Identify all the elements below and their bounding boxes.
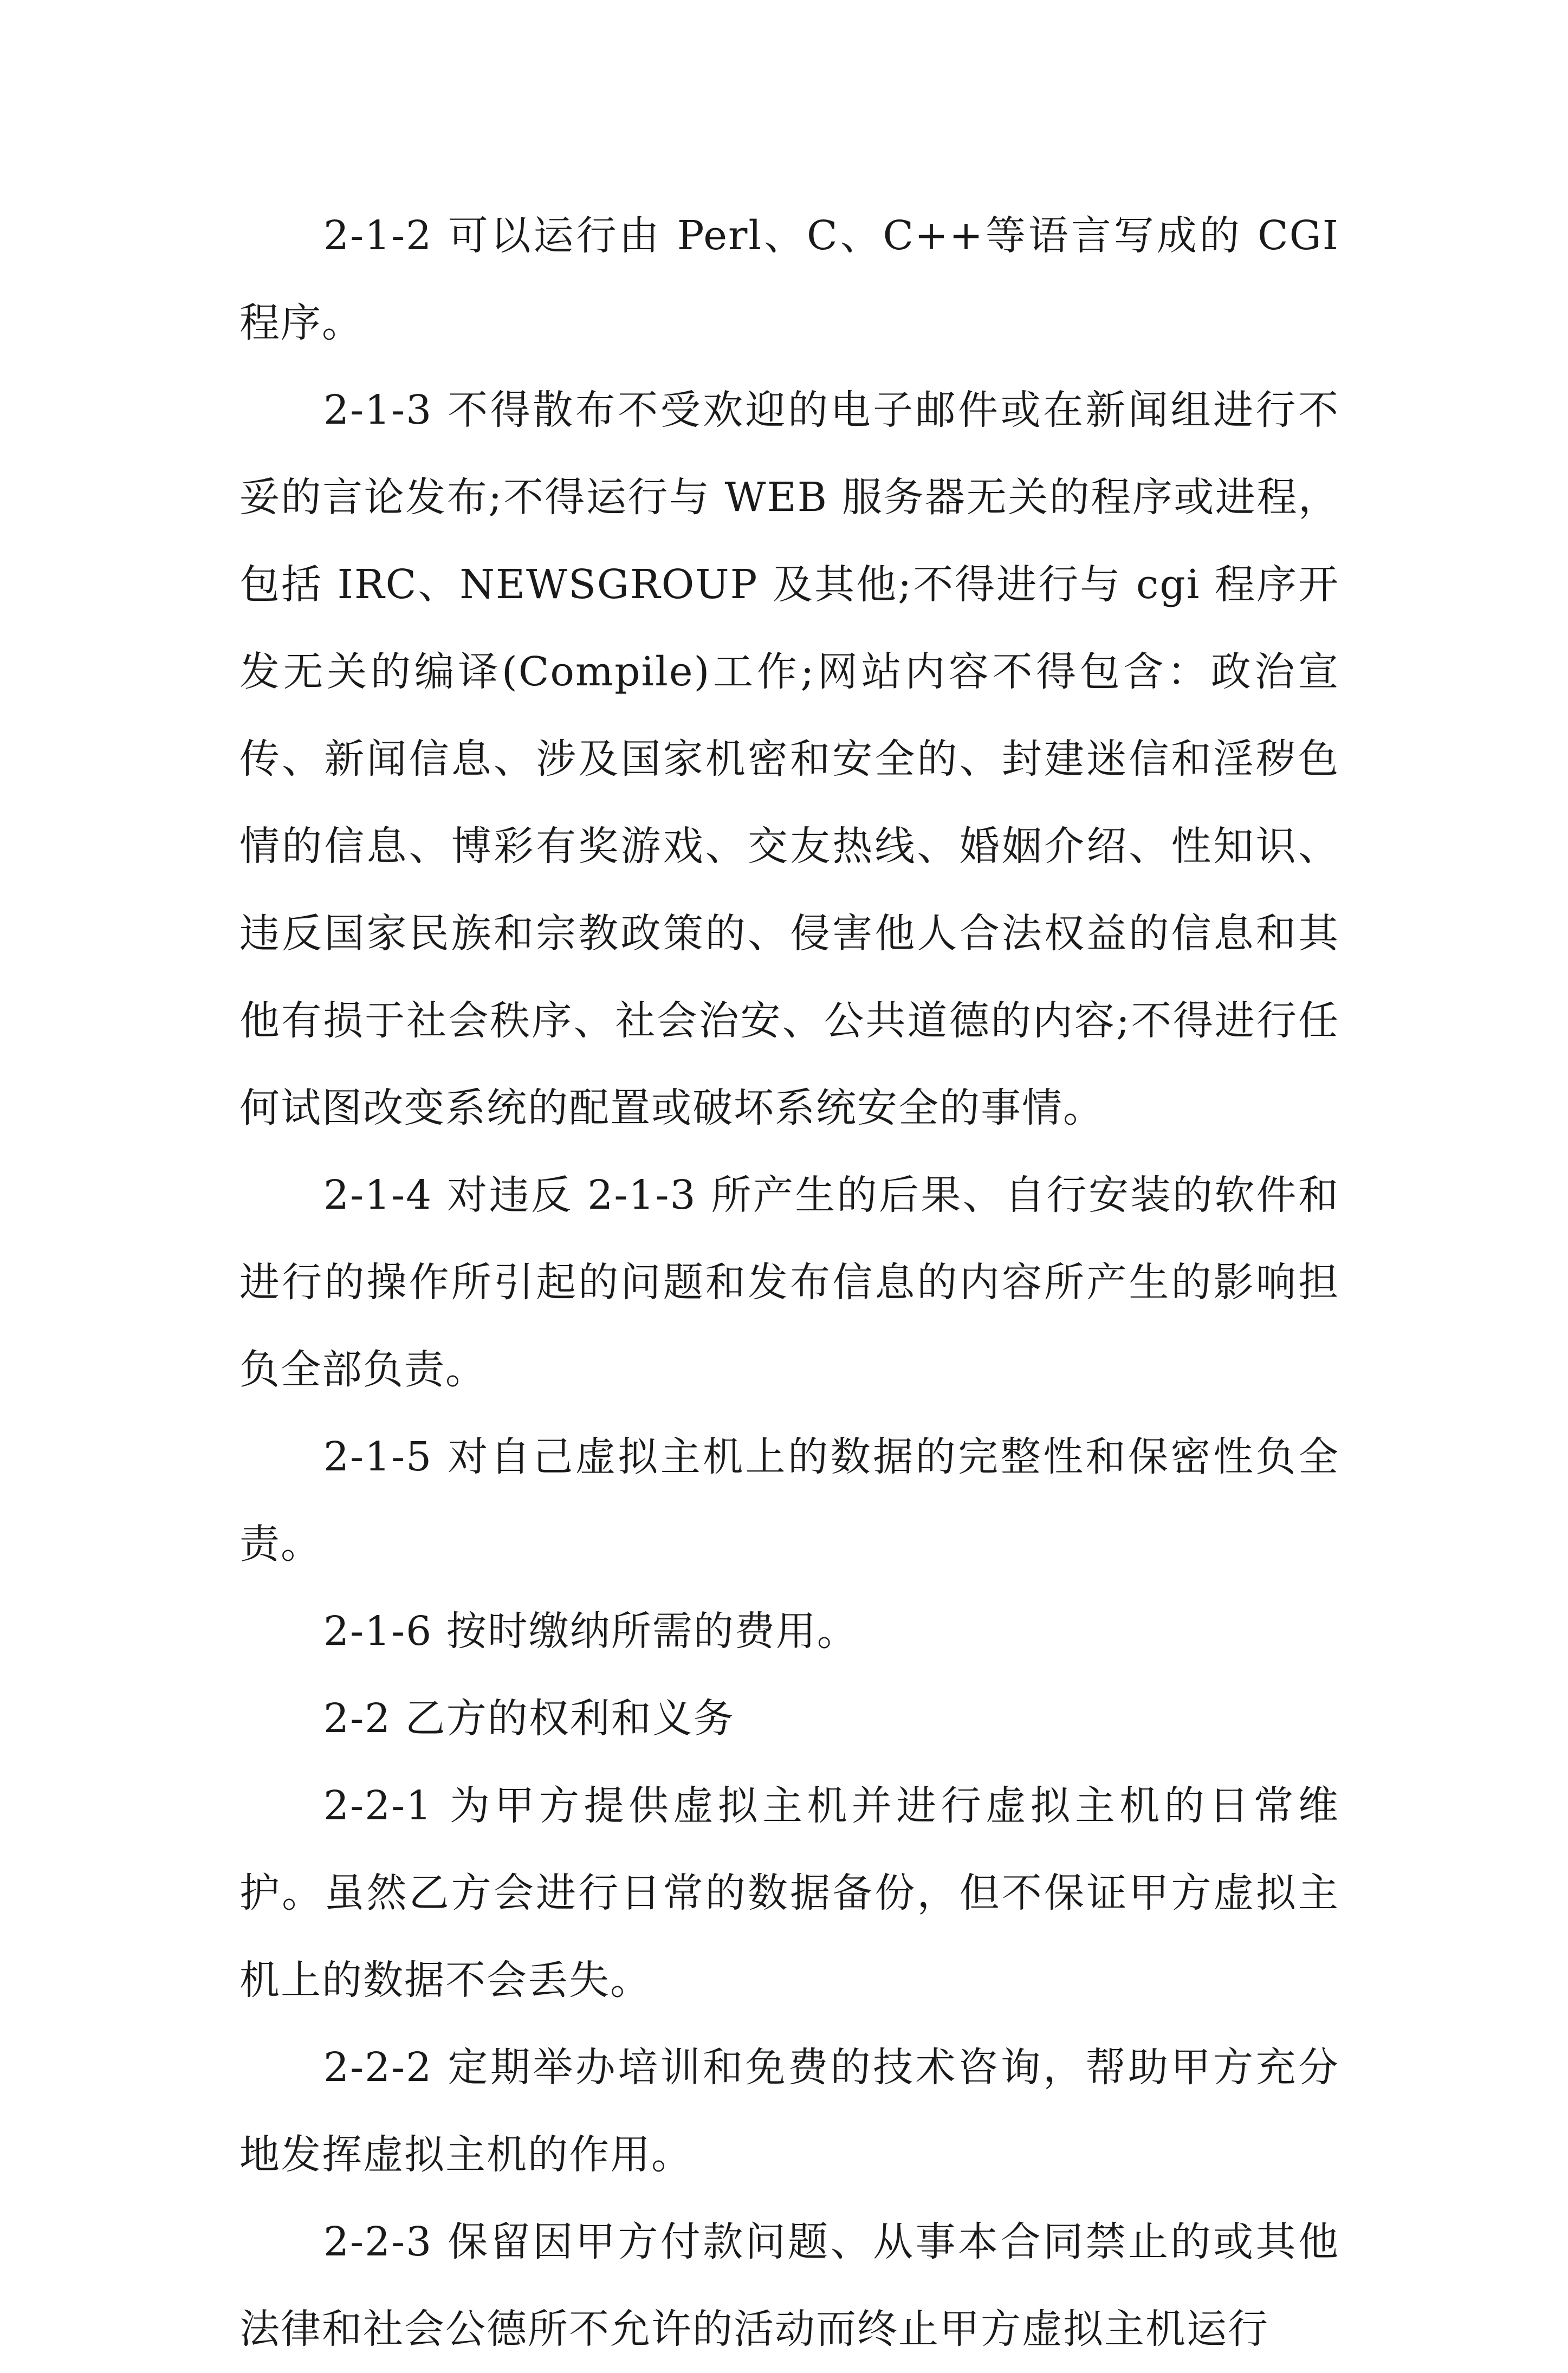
section-heading-2-2: 2-2 乙方的权利和义务 <box>323 1695 735 1742</box>
paragraph-2-2-1: 2-2-1 为甲方提供虚拟主机并进行虚拟主机的日常维护。虽然乙方会进行日常的数据备份，但不保证甲方虚拟主机上的数据不会丢失。 <box>239 1782 1339 2004</box>
paragraph-2-1-4: 2-1-4 对违反 2-1-3 所产生的后果、自行安装的软件和进行的操作所引起的问题和发布信息的内容所产生的影响担负全部负责。 <box>239 1172 1339 1393</box>
paragraph-2-2-3: 2-2-3 保留因甲方付款问题、从事本合同禁止的或其他法律和社会公德所不允许的活动而终止甲方虚拟主机运行 <box>239 2219 1339 2352</box>
paragraph-2-2-2: 2-2-2 定期举办培训和免费的技术咨询，帮助甲方充分地发挥虚拟主机的作用。 <box>239 2044 1339 2178</box>
paragraph-2-1-5: 2-1-5 对自己虚拟主机上的数据的完整性和保密性负全责。 <box>239 1434 1339 1567</box>
paragraph-2-1-2: 2-1-2 可以运行由 Perl、C、C++等语言写成的 CGI 程序。 <box>239 212 1339 346</box>
paragraph-2-1-6: 2-1-6 按时缴纳所需的费用。 <box>323 1608 858 1655</box>
paragraph-2-1-3: 2-1-3 不得散布不受欢迎的电子邮件或在新闻组进行不妥的言论发布;不得运行与 WEB 服务器无关的程序或进程，包括 IRC、NEWSGROUP 及其他;不得进行与 cgi 程序开发无关的编译(Compile)工作;网站内容不得包含：政治宣传、新闻信息、涉及国家机密和安全的、封建迷信和淫秽色情的信息、博彩有奖游戏、交友热线、婚姻介绍、性知识、违反国家民族和宗教政策的、侵害他人合法权益的信息和其他有损于社会秩序、社会治安、公共道德的内容;不得进行任何试图改变系统的配置或破坏系统安全的事情。 <box>239 387 1339 1131</box>
document-body <box>239 192 1339 2373</box>
